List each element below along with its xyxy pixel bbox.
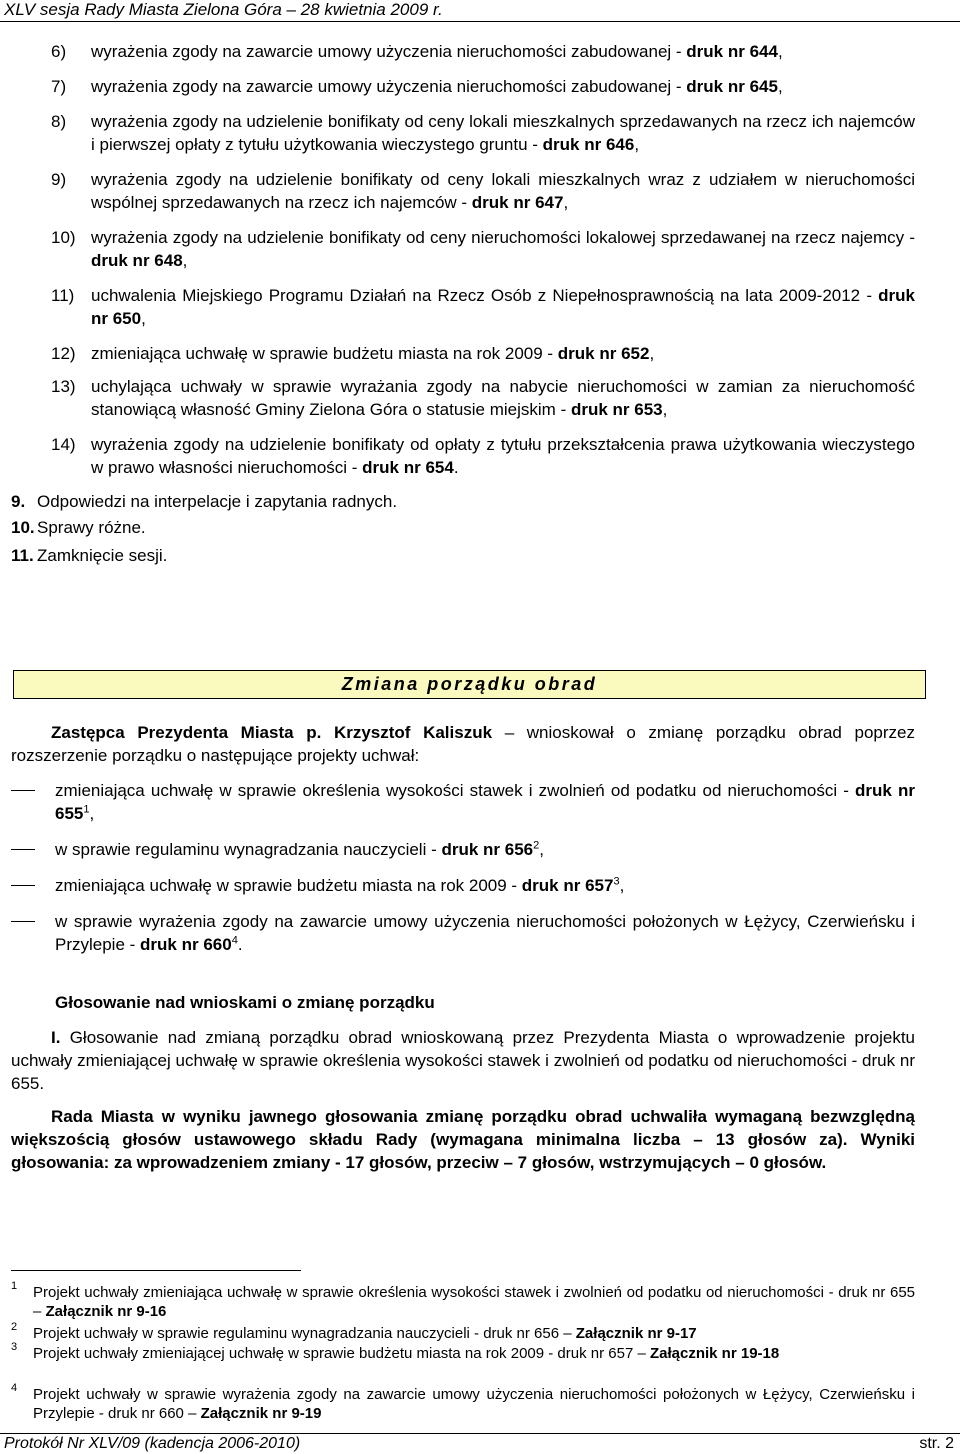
vote-paragraph	[11, 1026, 915, 1095]
intro-text: – wnioskował o zmianę porządku obrad poprzez rozszerzenie porządku o następujące projekty uchwał:	[11, 723, 915, 765]
druk-number: druk nr 654	[362, 458, 454, 477]
bullet-text: w sprawie wyrażenia zgody na zawarcie umowy użyczenia nieruchomości położonych w Łężycy, Czerwieńsku i Przylepie -	[55, 912, 915, 954]
bullet-text: w sprawie regulaminu wynagradzania nauczycieli -	[55, 840, 442, 859]
item-tail: .	[453, 458, 459, 477]
footnote-text: Projekt uchwały w sprawie regulaminu wynagradzania nauczycieli - druk nr 656 –	[33, 1325, 576, 1342]
footnote	[11, 1382, 915, 1423]
footnote	[11, 1280, 915, 1321]
footnote-mark: 2	[11, 1321, 18, 1333]
footnote-ref: 1	[83, 803, 90, 816]
item-tail: ,	[563, 193, 569, 212]
footnote-ref: 2	[533, 839, 540, 852]
druk-number: druk nr 657	[521, 876, 614, 895]
item-tail: ,	[649, 344, 655, 363]
vote-heading: Głosowanie nad wnioskami o zmianę porządku	[55, 993, 435, 1012]
footnote-mark: 4	[11, 1382, 18, 1394]
vote-number: I.	[51, 1028, 61, 1047]
druk-number: druk nr 656	[441, 840, 534, 859]
bullet-item	[11, 838, 915, 861]
agenda-number: 10.	[11, 518, 35, 537]
list-item	[51, 226, 915, 272]
item-number: 12)	[51, 344, 76, 363]
bullet-tail: ,	[539, 840, 544, 859]
bullet-item	[11, 910, 915, 956]
dash-marker	[11, 790, 35, 791]
druk-number: druk nr 645	[686, 77, 778, 96]
agenda-item	[11, 516, 146, 539]
attachment-ref: Załącznik nr 19-18	[649, 1345, 780, 1362]
item-tail: ,	[141, 309, 146, 328]
item-text: uchwalenia Miejskiego Programu Działań na Rzecz Osób z Niepełnosprawnością na lata 2009-2012 -	[91, 286, 879, 305]
page-header	[0, 0, 960, 19]
page-number: str. 2	[919, 1435, 954, 1452]
druk-number: druk nr 647	[471, 193, 564, 212]
agenda-number: 11.	[11, 546, 34, 565]
footnote	[11, 1321, 915, 1343]
item-number: 8)	[51, 112, 67, 131]
attachment-ref: Załącznik nr 9-16	[45, 1303, 167, 1320]
section-title-box	[13, 670, 926, 699]
page-footer	[0, 1433, 960, 1452]
druk-number: druk nr 655	[55, 781, 916, 823]
footnote-text: Projekt uchwały w sprawie wyrażenia zgody na zawarcie umowy użyczenia nieruchomości położonych w Łężycy, Czerwieńsku i Przylepie - druk nr 660 –	[33, 1386, 915, 1422]
item-tail: ,	[182, 251, 188, 270]
item-tail: ,	[777, 77, 783, 96]
item-text: wyrażenia zgody na udzielenie bonifikaty od ceny lokali mieszkalnych wraz z udziałem w nieruchomości wspólnej sprzedawanych na rzecz ich najemców -	[91, 170, 915, 212]
list-item	[51, 375, 915, 421]
header-title: XLV sesja Rady Miasta Zielona Góra – 28 kwietnia 2009 r.	[4, 0, 443, 19]
speaker-name: Zastępca Prezydenta Miasta p. Krzysztof Kaliszuk	[51, 723, 493, 742]
agenda-text: Zamknięcie sesji.	[37, 546, 168, 565]
bullet-tail: ,	[89, 804, 95, 823]
item-number: 13)	[51, 377, 76, 396]
item-number: 10)	[51, 228, 76, 247]
druk-number: druk nr 652	[557, 344, 650, 363]
dash-marker	[11, 885, 35, 886]
footnote-text: Projekt uchwały zmieniającej uchwałę w sprawie budżetu miasta na rok 2009 - druk nr 657 –	[33, 1345, 650, 1362]
druk-number: druk nr 660	[140, 935, 232, 954]
section-title: Zmiana porządku obrad	[341, 674, 598, 694]
item-tail: ,	[634, 135, 640, 154]
item-number: 9)	[51, 170, 67, 189]
item-text: wyrażenia zgody na udzielenie bonifikaty od opłaty z tytułu przekształcenia prawa użytkowania wieczystego w prawo własności nieruchomości -	[91, 435, 915, 477]
list-item	[51, 110, 915, 156]
bullet-tail: ,	[619, 876, 625, 895]
bullet-item	[11, 779, 915, 825]
druk-number: druk nr 648	[91, 251, 183, 270]
footnote-ref: 4	[231, 934, 238, 947]
list-item	[51, 342, 915, 365]
list-item	[51, 433, 915, 479]
vote-result: Rada Miasta w wyniku jawnego głosowania zmianę porządku obrad uchwaliła wymaganą bezwzględną większością głosów ustawowego składu Rady (wymagana minimalna liczba – 13 głosów za). Wyniki głosowania: za wprowadzeniem zmiany - 17 głosów, przeciw – 7 głosów, wstrzymujących – 0 głosów.	[11, 1107, 915, 1172]
bullet-item	[11, 874, 915, 897]
footnote-text: Projekt uchwały zmieniająca uchwałę w sprawie określenia wysokości stawek i zwolnień od podatku od nieruchomości - druk nr 655 –	[33, 1284, 915, 1320]
agenda-text: Odpowiedzi na interpelacje i zapytania radnych.	[37, 492, 398, 511]
intro-paragraph	[11, 721, 915, 767]
list-item	[51, 168, 915, 214]
druk-number: druk nr 653	[570, 400, 663, 419]
agenda-item	[11, 544, 167, 567]
list-item	[51, 40, 915, 63]
dash-marker	[11, 921, 35, 922]
header-divider	[0, 21, 960, 22]
item-text: wyrażenia zgody na zawarcie umowy użyczenia nieruchomości zabudowanej -	[91, 42, 687, 61]
agenda-text: Sprawy różne.	[37, 518, 146, 537]
item-number: 6)	[51, 42, 67, 61]
bullet-text: zmieniająca uchwałę w sprawie określenia wysokości stawek i zwolnień od podatku od nieruchomości -	[55, 781, 856, 800]
agenda-number: 9.	[11, 492, 26, 511]
item-number: 14)	[51, 435, 76, 454]
bullet-text: zmieniająca uchwałę w sprawie budżetu miasta na rok 2009 -	[55, 876, 522, 895]
attachment-ref: Załącznik nr 9-19	[200, 1405, 322, 1422]
attachment-ref: Załącznik nr 9-17	[575, 1325, 697, 1342]
druk-number: druk nr 644	[686, 42, 778, 61]
list-item	[51, 284, 915, 330]
item-text: wyrażenia zgody na udzielenie bonifikaty od ceny lokali mieszkalnych sprzedawanych na rzecz ich najemców i pierwszej opłaty z tytułu użytkowania wieczystego gruntu -	[91, 112, 915, 154]
item-number: 11)	[51, 286, 75, 305]
item-text: wyrażenia zgody na zawarcie umowy użyczenia nieruchomości zabudowanej -	[91, 77, 687, 96]
footer-protocol: Protokół Nr XLV/09 (kadencja 2006-2010)	[4, 1435, 301, 1452]
footnote-ref: 3	[613, 875, 620, 888]
agenda-item	[11, 490, 397, 513]
item-text: zmieniająca uchwałę w sprawie budżetu miasta na rok 2009 -	[91, 344, 558, 363]
footnote-divider	[11, 1270, 301, 1271]
list-item	[51, 75, 915, 98]
item-tail: ,	[662, 400, 668, 419]
druk-number: druk nr 646	[542, 135, 635, 154]
item-number: 7)	[51, 77, 67, 96]
dash-marker	[11, 849, 35, 850]
item-tail: ,	[777, 42, 783, 61]
footnote-mark: 1	[11, 1280, 18, 1292]
footnote-mark: 3	[11, 1341, 18, 1353]
item-text: wyrażenia zgody na udzielenie bonifikaty od ceny nieruchomości lokalowej sprzedawanej na rzecz najemcy -	[91, 228, 915, 247]
vote-text: Głosowanie nad zmianą porządku obrad wnioskowaną przez Prezydenta Miasta o wprowadzenie projektu uchwały zmieniającej uchwałę w sprawie określenia wysokości stawek i zwolnień od podatku od nieruchomości - druk nr 655.	[11, 1028, 915, 1093]
item-text: uchylająca uchwały w sprawie wyrażania zgody na nabycie nieruchomości w zamian za nieruchomość stanowiącą własność Gminy Zielona Góra o statusie miejskim -	[91, 377, 915, 419]
druk-number: druk nr 650	[91, 286, 915, 328]
bullet-tail: .	[237, 935, 243, 954]
footnote	[11, 1341, 915, 1363]
